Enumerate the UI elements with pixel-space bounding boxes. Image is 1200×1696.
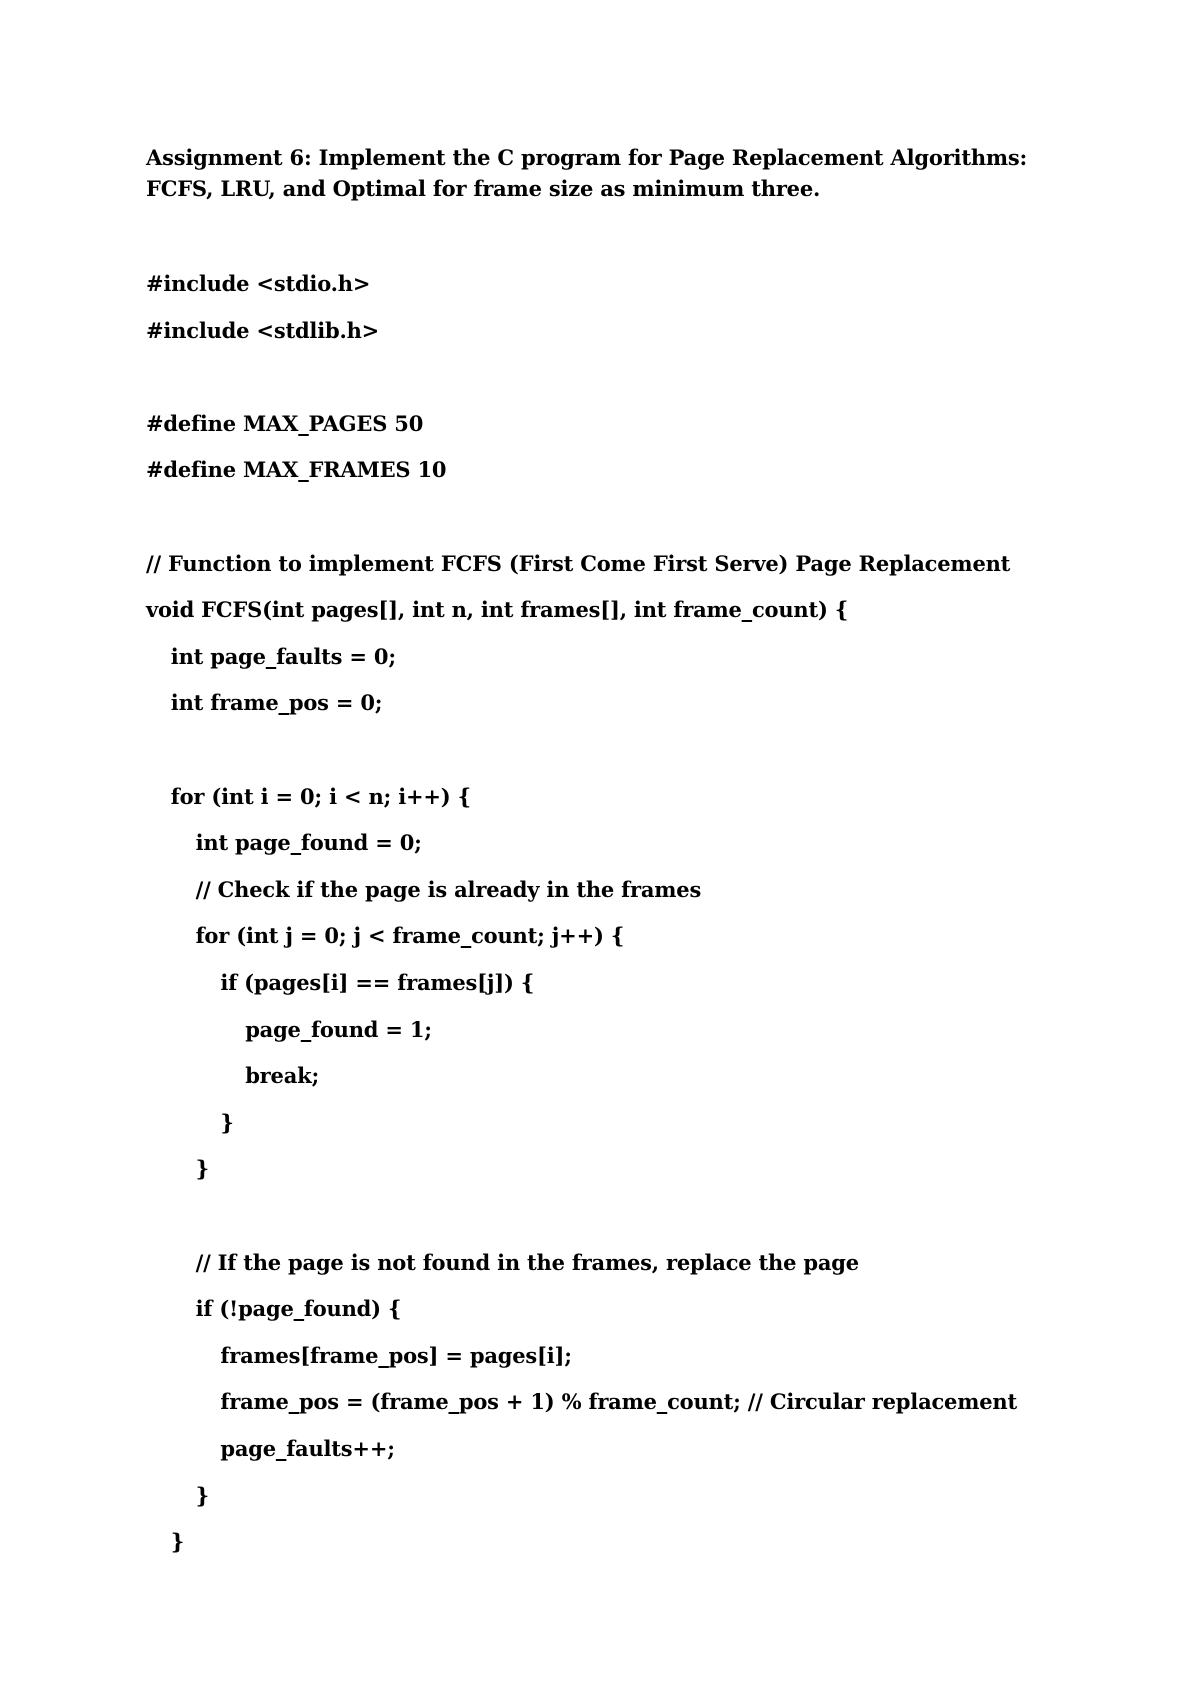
assignment-title: Assignment 6: Implement the C program for Page Replacement Algorithms: FCFS, LRU, and Optimal for frame size as minimum three. (146, 145, 1028, 201)
code-line: #include <stdlib.h> (146, 317, 380, 343)
code-line: for (int i = 0; i < n; i++) { (170, 783, 471, 809)
code-line: if (!page_found) { (195, 1296, 402, 1322)
code-line: frame_pos = (frame_pos + 1) % frame_count; // Circular replacement (220, 1389, 1017, 1415)
code-line: #define MAX_PAGES 50 (146, 410, 424, 436)
code-line: } (195, 1156, 209, 1182)
code-line: #include <stdio.h> (146, 271, 371, 296)
code-line: } (195, 1482, 209, 1508)
code-line: int frame_pos = 0; (170, 690, 383, 716)
code-line: } (170, 1529, 185, 1555)
code-line: int page_found = 0; (195, 830, 422, 856)
code-line: frames[frame_pos] = pages[i]; (220, 1342, 572, 1368)
code-line: #define MAX_FRAMES 10 (146, 457, 447, 483)
code-line: page_faults++; (220, 1436, 395, 1461)
code-line: // Check if the page is already in the frames (195, 876, 702, 902)
code-line: break; (245, 1063, 320, 1089)
code-line: int page_faults = 0; (170, 643, 396, 669)
code-line: } (220, 1109, 234, 1135)
code-line: // Function to implement FCFS (First Come First Serve) Page Replacement (146, 550, 1011, 576)
code-line: if (pages[i] == frames[j]) { (220, 970, 535, 995)
code-line: page_found = 1; (245, 1016, 432, 1042)
code-line: // If the page is not found in the frames, replace the page (195, 1249, 859, 1275)
code-line: void FCFS(int pages[], int n, int frames[], int frame_count) { (146, 597, 849, 623)
code-line: for (int j = 0; j < frame_count; j++) { (195, 923, 625, 949)
